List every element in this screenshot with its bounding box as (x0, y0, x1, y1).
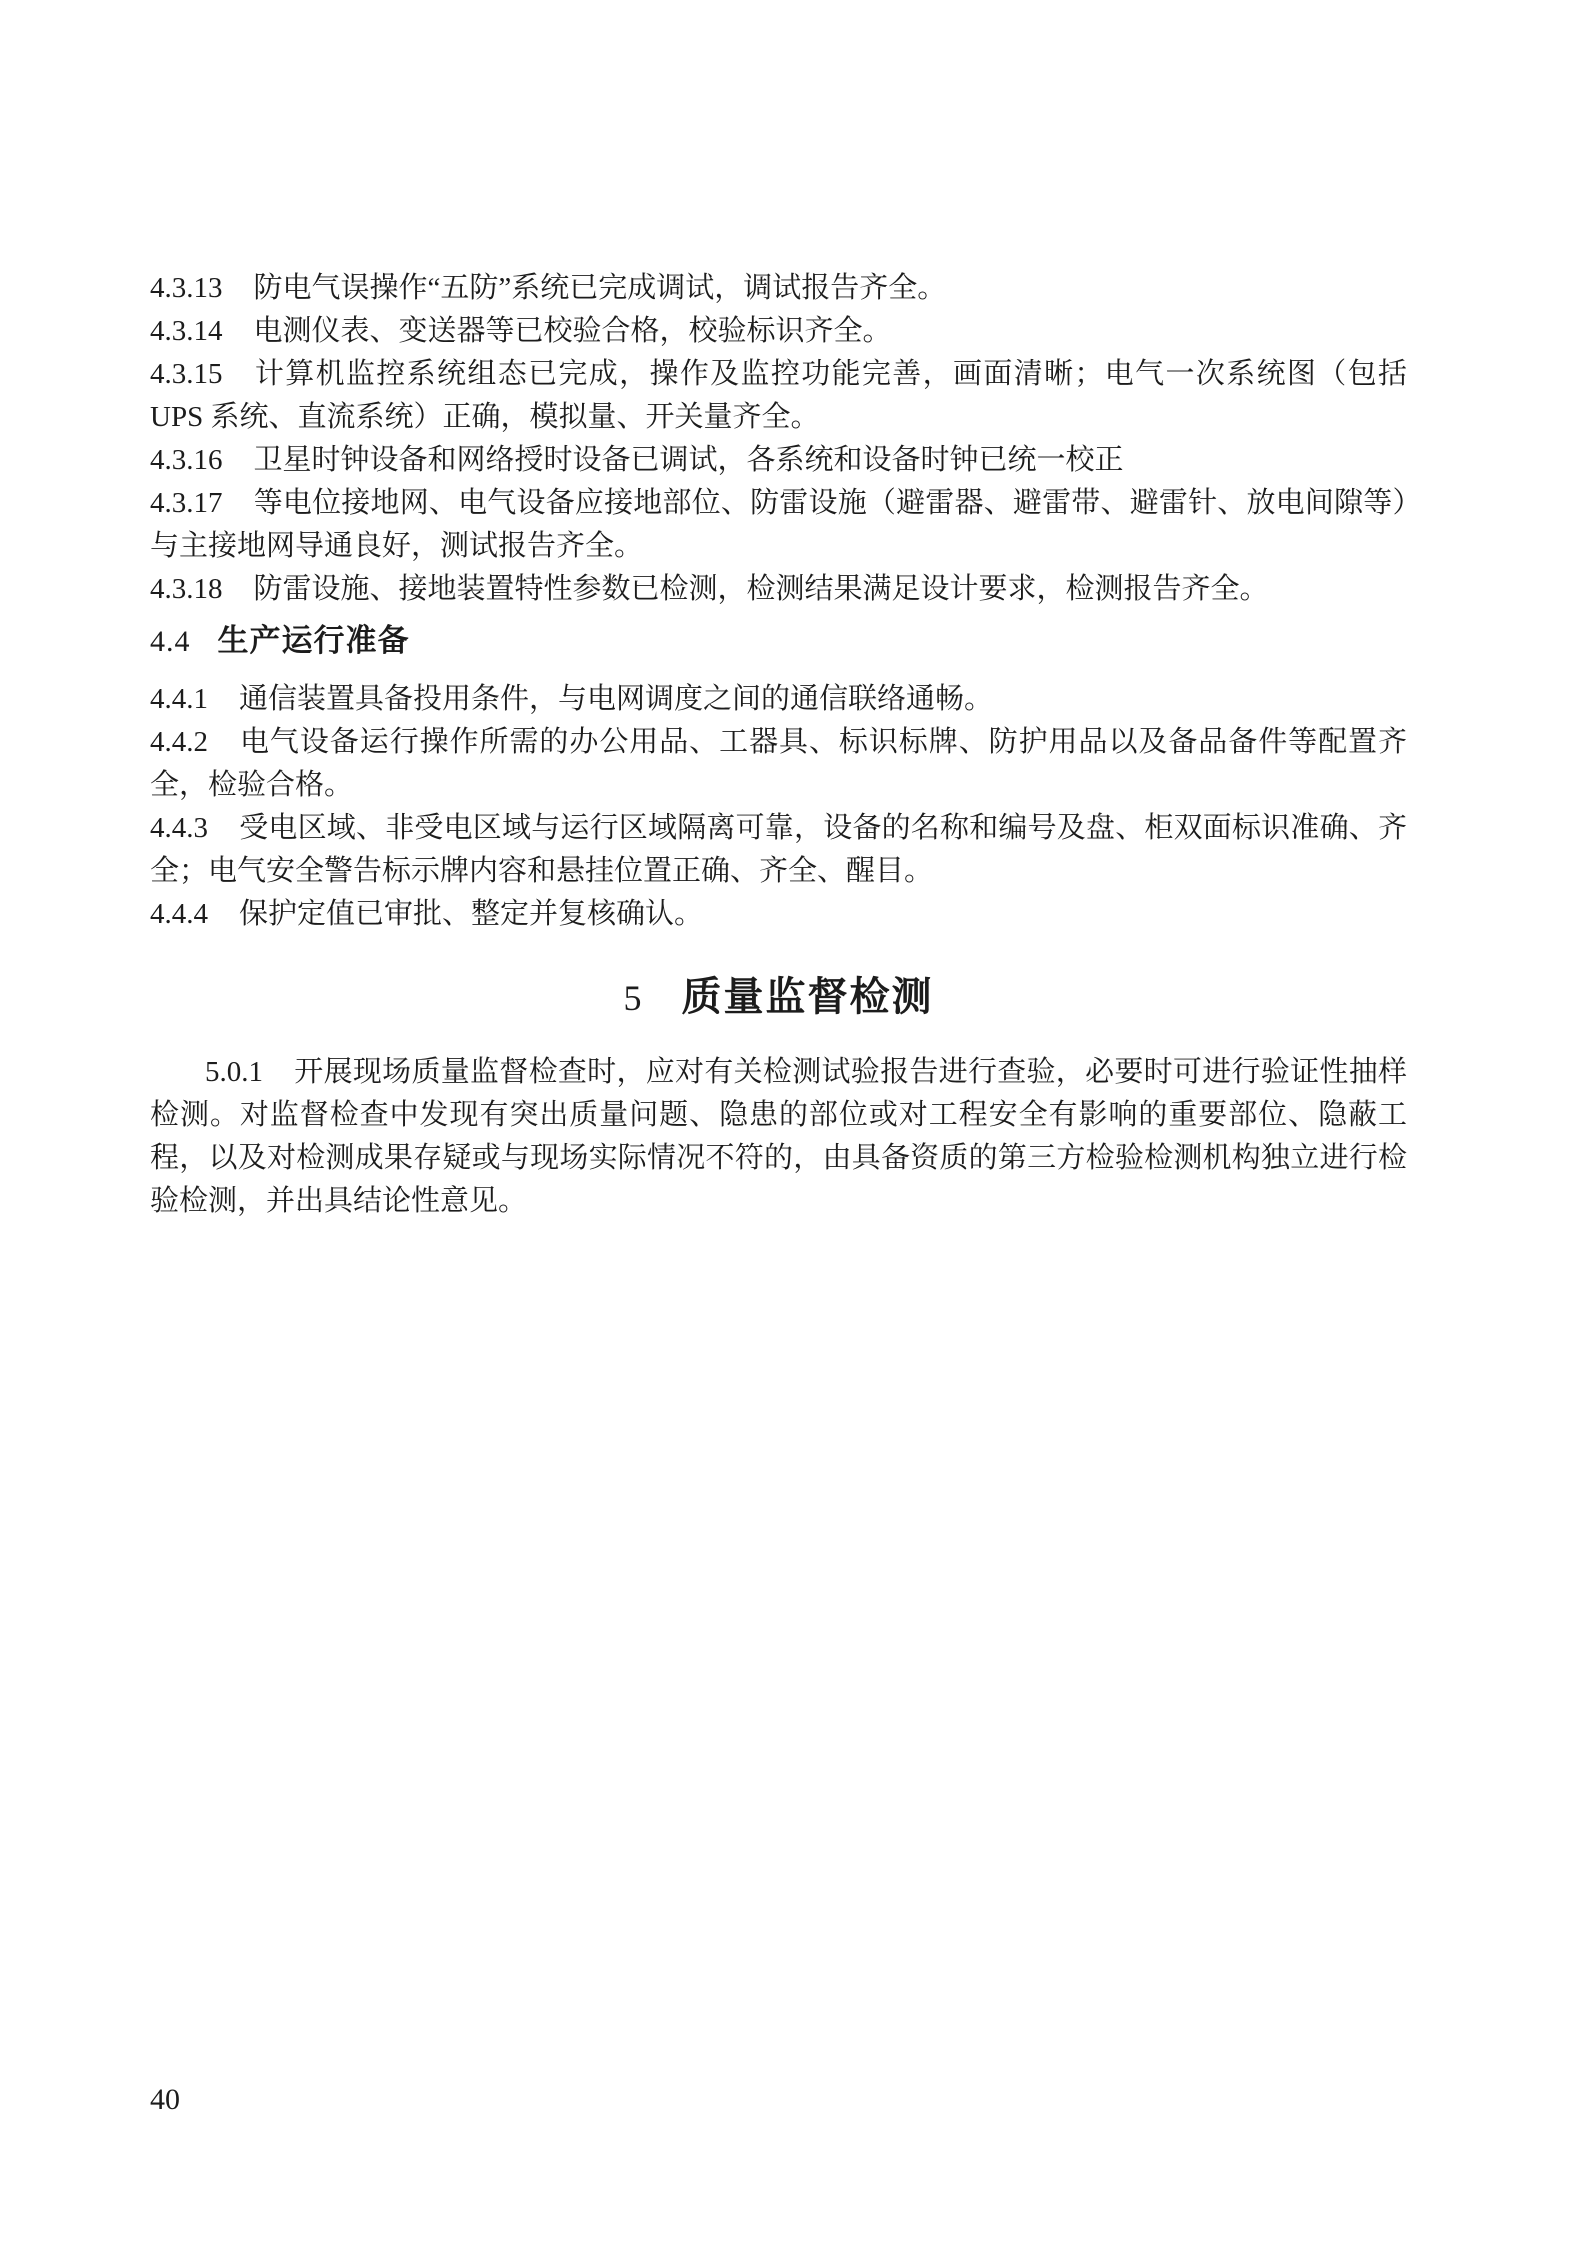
clause-4-3-14 (150, 310, 1407, 353)
section-title: 生产运行准备 (217, 623, 410, 658)
chapter-number: 5 (623, 978, 642, 1018)
chapter-title: 质量监督检测 (681, 975, 934, 1019)
clause-4-3-16 (150, 439, 1407, 482)
clause-4-4-3 (150, 807, 1407, 893)
clause-number: 5.0.1 (205, 1056, 263, 1088)
clause-number: 4.3.13 (150, 272, 223, 304)
clause-number: 4.3.15 (150, 358, 223, 390)
clause-number: 4.3.17 (150, 487, 223, 519)
clause-4-3-18 (150, 568, 1407, 611)
clause-text: 卫星时钟设备和网络授时设备已调试，各系统和设备时钟已统一校正 (253, 444, 1124, 476)
clause-number: 4.4.2 (150, 726, 208, 758)
clause-text: 计算机监控系统组态已完成，操作及监控功能完善，画面清晰；电气一次系统图（包括 UPS 系统、直流系统）正确，模拟量、开关量齐全。 (150, 358, 1407, 433)
section-heading-4-4 (150, 619, 1407, 664)
clause-4-3-13 (150, 267, 1407, 310)
page-number: 40 (150, 2083, 180, 2116)
clause-text: 受电区域、非受电区域与运行区域隔离可靠，设备的名称和编号及盘、柜双面标识准确、齐全；电气安全警告标示牌内容和悬挂位置正确、齐全、醒目。 (150, 812, 1407, 887)
clause-text: 保护定值已审批、整定并复核确认。 (239, 898, 704, 930)
chapter-heading-5 (150, 969, 1407, 1026)
clause-number: 4.3.14 (150, 315, 223, 347)
clause-number: 4.4.3 (150, 812, 208, 844)
clause-text: 等电位接地网、电气设备应接地部位、防雷设施（避雷器、避雷带、避雷针、放电间隙等）与主接地网导通良好，测试报告齐全。 (150, 487, 1407, 562)
clause-text: 通信装置具备投用条件，与电网调度之间的通信联络通畅。 (239, 683, 994, 715)
clause-4-3-15 (150, 353, 1407, 439)
clause-text: 防雷设施、接地装置特性参数已检测，检测结果满足设计要求，检测报告齐全。 (253, 573, 1269, 605)
clause-number: 4.3.18 (150, 573, 223, 605)
clause-4-4-1 (150, 678, 1407, 721)
section-number: 4.4 (150, 625, 191, 658)
clause-4-4-2 (150, 721, 1407, 807)
clause-4-3-17 (150, 482, 1407, 568)
clause-number: 4.4.4 (150, 898, 208, 930)
document-body (150, 267, 1407, 1223)
clause-text: 开展现场质量监督检查时，应对有关检测试验报告进行查验，必要时可进行验证性抽样检测。对监督检查中发现有突出质量问题、隐患的部位或对工程安全有影响的重要部位、隐蔽工程，以及对检测成果存疑或与现场实际情况不符的，由具备资质的第三方检验检测机构独立进行检验检测，并出具结论性意见。 (150, 1056, 1407, 1217)
clause-number: 4.4.1 (150, 683, 208, 715)
clause-5-0-1 (150, 1051, 1407, 1223)
clause-4-4-4 (150, 893, 1407, 936)
clause-text: 电测仪表、变送器等已校验合格，校验标识齐全。 (253, 315, 892, 347)
clause-text: 防电气误操作“五防”系统已完成调试，调试报告齐全。 (253, 272, 947, 304)
clause-text: 电气设备运行操作所需的办公用品、工器具、标识标牌、防护用品以及备品备件等配置齐全，检验合格。 (150, 726, 1407, 801)
clause-number: 4.3.16 (150, 444, 223, 476)
